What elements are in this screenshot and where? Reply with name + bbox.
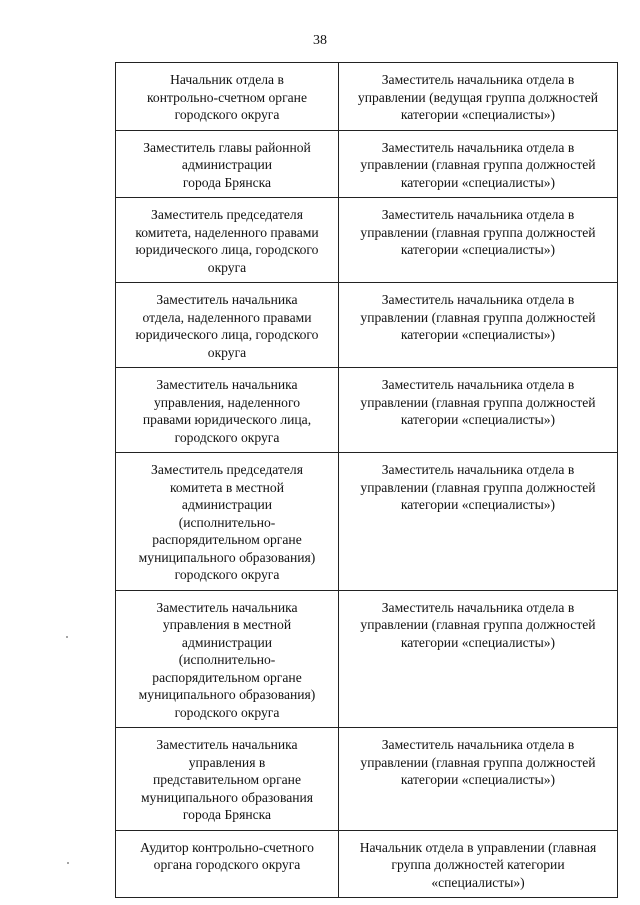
table-row — [116, 728, 618, 831]
cell-line: Заместитель начальника отдела в — [381, 292, 575, 307]
cell-line: управления в местной — [162, 617, 292, 632]
cell-line: городского округа — [174, 107, 280, 122]
cell-line: администрации — [181, 157, 273, 172]
table-row — [116, 453, 618, 591]
cell-line: Заместитель начальника отдела в — [381, 72, 575, 87]
cell-line: муниципального образования) — [138, 687, 316, 702]
position-cell — [116, 63, 339, 131]
cell-line: комитета в местной — [170, 479, 284, 495]
cell-line: (исполнительно- — [178, 652, 276, 667]
table-row — [116, 283, 618, 368]
cell-line: правами юридического лица, — [142, 412, 312, 427]
cell-line: Заместитель начальника отдела в — [381, 599, 575, 615]
cell-line: городского округа — [174, 429, 280, 445]
cell-line: города Брянска — [182, 174, 272, 190]
cell-line: Заместитель председателя — [151, 462, 303, 477]
equivalent-position-cell — [339, 590, 618, 728]
cell-line: категории «специалисты») — [400, 772, 556, 787]
cell-line: муниципального образования — [140, 789, 314, 805]
cell-line: управлении (главная группа должностей — [360, 309, 596, 325]
cell-line: управления в — [188, 754, 266, 770]
table-row — [116, 130, 618, 198]
scan-artifact — [66, 636, 68, 638]
cell-line: группа должностей категории — [391, 857, 565, 872]
cell-line: юридического лица, городского — [135, 327, 319, 342]
cell-line: органа городского округа — [153, 857, 301, 872]
cell-line: Заместитель председателя — [151, 207, 303, 222]
cell-line: муниципального образования) — [138, 549, 316, 565]
cell-line: категории «специалисты») — [400, 412, 556, 427]
cell-line: контрольно-счетном органе — [147, 89, 307, 105]
scan-artifact — [67, 862, 69, 864]
cell-line: категории «специалисты») — [400, 242, 556, 257]
cell-line: Заместитель начальника отдела в — [381, 737, 575, 752]
cell-line: Заместитель начальника — [156, 599, 298, 615]
page-number: 38 — [313, 33, 327, 48]
position-cell — [116, 130, 339, 198]
position-cell — [116, 728, 339, 831]
cell-line: Заместитель начальника отдела в — [381, 462, 575, 477]
cell-line: Заместитель начальника — [156, 737, 298, 752]
cell-line: категории «специалисты») — [400, 174, 556, 190]
positions-table-body — [116, 63, 618, 898]
cell-line: юридического лица, городского — [135, 242, 319, 257]
cell-line: категории «специалисты») — [400, 107, 556, 122]
equivalent-position-cell — [339, 368, 618, 453]
cell-line: округа — [207, 259, 247, 275]
table-row — [116, 830, 618, 898]
cell-line: «специалисты») — [431, 874, 525, 890]
table-row — [116, 63, 618, 131]
cell-line: управлении (главная группа должностей — [360, 617, 596, 632]
positions-table — [115, 62, 618, 898]
equivalent-position-cell — [339, 283, 618, 368]
cell-line: администрации — [181, 634, 273, 650]
cell-line: распорядительном органе — [152, 669, 302, 685]
cell-line: округа — [207, 344, 247, 360]
equivalent-position-cell — [339, 453, 618, 591]
position-cell — [116, 198, 339, 283]
position-cell — [116, 283, 339, 368]
cell-line: Заместитель главы районной — [143, 139, 311, 155]
cell-line: Заместитель начальника отдела в — [381, 377, 575, 392]
position-cell — [116, 453, 339, 591]
cell-line: комитета, наделенного правами — [135, 224, 319, 240]
cell-line: городского округа — [174, 704, 280, 720]
cell-line: категории «специалисты») — [400, 327, 556, 342]
cell-line: представительном органе — [153, 772, 301, 787]
equivalent-position-cell — [339, 198, 618, 283]
cell-line: администрации — [181, 497, 273, 512]
cell-line: категории «специалисты») — [400, 634, 556, 650]
cell-line: (исполнительно- — [178, 514, 276, 530]
cell-line: отдела, наделенного правами — [142, 309, 312, 325]
position-cell — [116, 590, 339, 728]
cell-line: управлении (главная группа должностей — [360, 157, 596, 172]
cell-line: управления, наделенного — [153, 394, 300, 410]
position-cell — [116, 830, 339, 898]
cell-line: Заместитель начальника — [156, 292, 298, 307]
cell-line: Аудитор контрольно-счетного — [140, 839, 314, 855]
table-row — [116, 368, 618, 453]
cell-line: распорядительном органе — [152, 532, 302, 547]
table-row — [116, 198, 618, 283]
cell-line: Заместитель начальника отдела в — [381, 139, 575, 155]
cell-line: управлении (главная группа должностей — [360, 224, 596, 240]
cell-line: управлении (ведущая группа должностей — [357, 89, 599, 105]
cell-line: Начальник отдела в управлении (главная — [359, 839, 597, 855]
equivalent-position-cell — [339, 130, 618, 198]
cell-line: управлении (главная группа должностей — [360, 479, 596, 495]
equivalent-position-cell — [339, 830, 618, 898]
cell-line: города Брянска — [182, 807, 272, 822]
cell-line: категории «специалисты») — [400, 497, 556, 512]
equivalent-position-cell — [339, 728, 618, 831]
table-row — [116, 590, 618, 728]
equivalent-position-cell — [339, 63, 618, 131]
position-cell — [116, 368, 339, 453]
cell-line: Начальник отдела в — [170, 72, 284, 87]
cell-line: управлении (главная группа должностей — [360, 754, 596, 770]
cell-line: Заместитель начальника — [156, 377, 298, 392]
cell-line: Заместитель начальника отдела в — [381, 207, 575, 222]
cell-line: управлении (главная группа должностей — [360, 394, 596, 410]
cell-line: городского округа — [174, 567, 280, 582]
